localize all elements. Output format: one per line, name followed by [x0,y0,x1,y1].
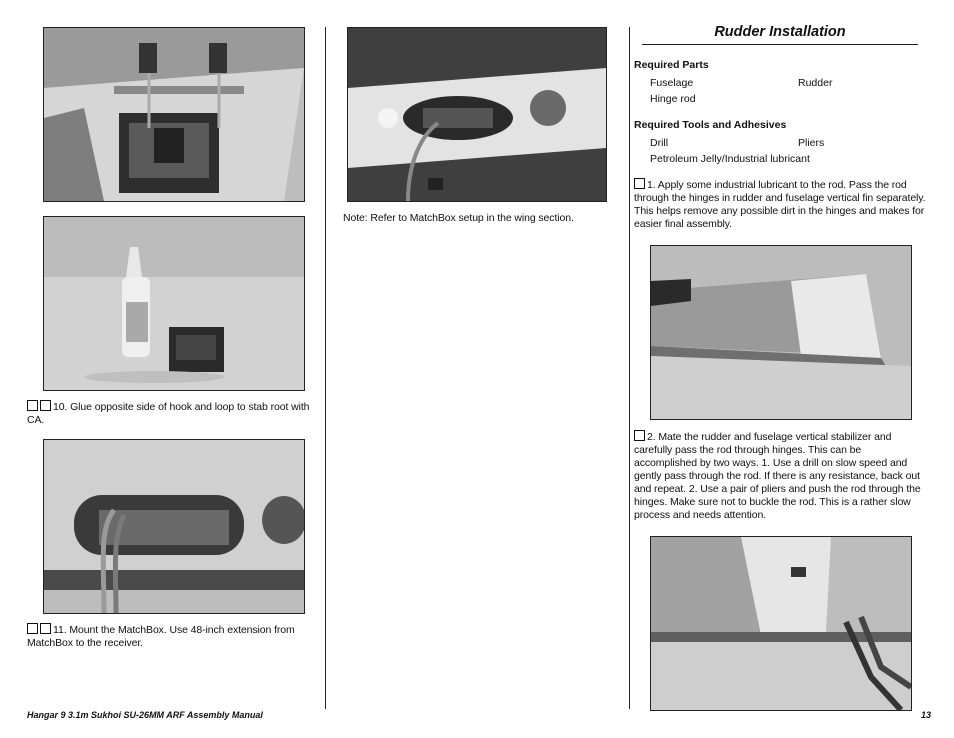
note-text [343,212,613,225]
photo-matchbox-wing-section [347,27,607,202]
checkbox-icon[interactable] [634,430,645,441]
section-title: Rudder Installation [642,24,918,45]
tool-item-drill: Drill [650,137,669,149]
required-tools-heading: Required Tools and Adhesives [634,119,787,131]
tool-item-pliers: Pliers [798,137,825,149]
column-divider-right [629,27,630,709]
photo-ca-glue-matchbox [43,216,305,391]
photo-servo-matchbox [43,27,305,202]
step11-label: 11. Mount the MatchBox. Use 48-inch extension from MatchBox to the receiver. [27,624,295,649]
footer-page-number: 13 [921,710,932,720]
rudder-step2-text [634,430,926,522]
checkbox-icon[interactable] [27,623,38,634]
rudder-step1-label: 1. Apply some industrial lubricant to the rod. Pass the rod through the hinges in rudder and fuselage vertical fin separately. This helps remove any possible dirt in the hinges and makes for easier final assembly. [634,179,926,230]
part-item-rudder: Rudder [798,77,833,89]
photo-rudder-hinges [650,245,912,420]
part-item-hinge-rod: Hinge rod [650,93,696,105]
note-label: Note: Refer to MatchBox setup in the wing section. [343,212,574,224]
rudder-step1-text [634,178,926,231]
part-item-fuselage: Fuselage [650,77,694,89]
step10-label: 10. Glue opposite side of hook and loop to stab root with CA. [27,401,310,426]
column-divider-left [325,27,326,709]
checkbox-icon[interactable] [27,400,38,411]
checkbox-icon[interactable] [40,623,51,634]
checkbox-icon[interactable] [40,400,51,411]
tool-item-lubricant: Petroleum Jelly/Industrial lubricant [650,153,810,165]
checkbox-icon[interactable] [634,178,645,189]
footer-manual-title: Hangar 9 3.1m Sukhoi SU-26MM ARF Assembly Manual [27,710,263,720]
photo-rudder-pliers [650,536,912,711]
rudder-step2-label: 2. Mate the rudder and fuselage vertical stabilizer and carefully pass the rod through hinges. This can be accomplished by two ways. 1. Use a drill on slow speed and gently pass through the rod. If there is any resistance, back out and repeat. 2. Use a pair of pliers and push the rod through the hinges. Make sure not to buckle the rod. This is a rather slow process and needs attention. [634,431,921,521]
required-parts-heading: Required Parts [634,59,709,71]
step11-text [27,623,317,650]
step10-text [27,400,312,427]
photo-matchbox-mount [43,439,305,614]
